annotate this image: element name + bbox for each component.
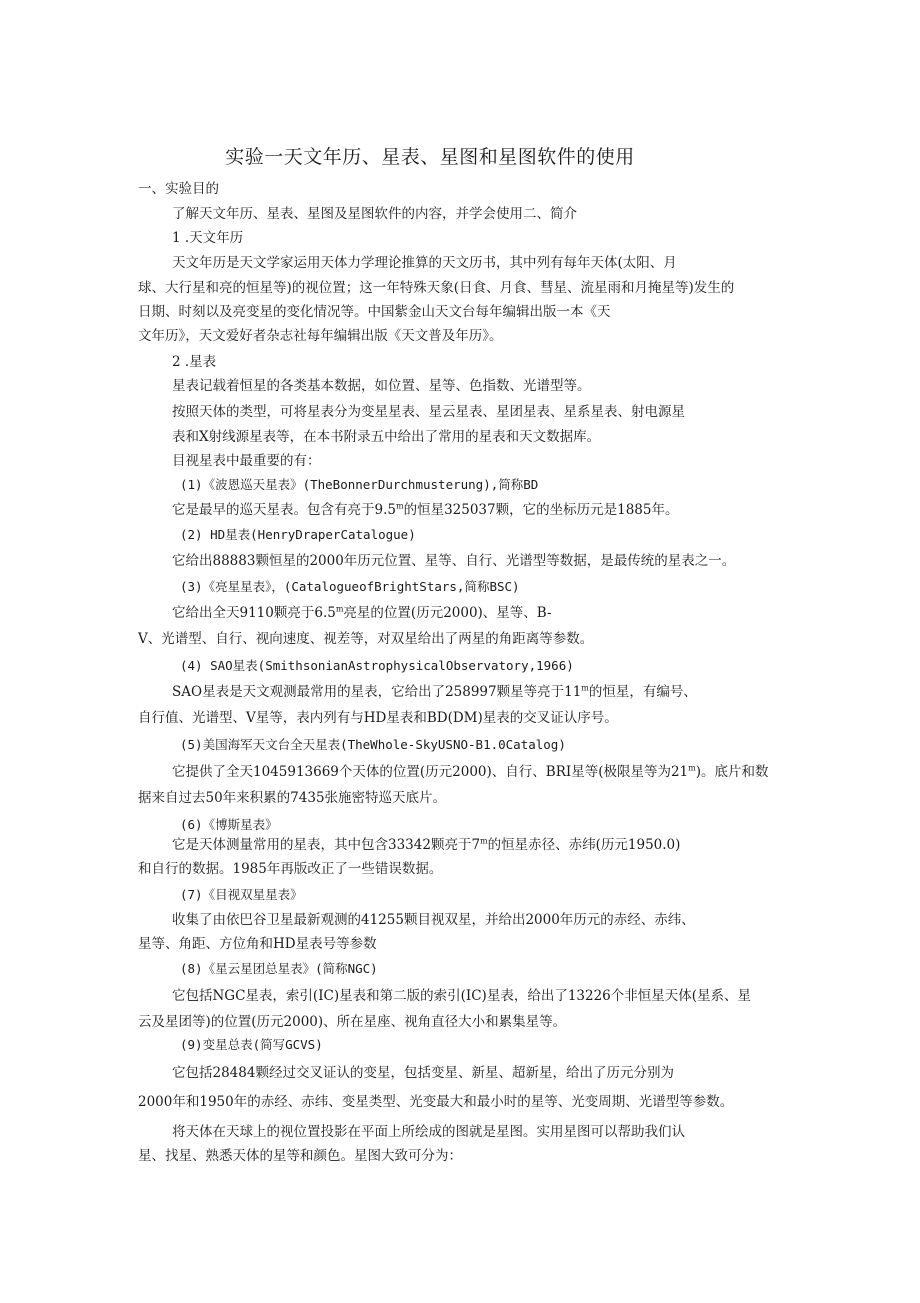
paragraph-line: 它包括28484颗经过交叉证认的变星，包括变星、新星、超新星，给出了历元分别为	[172, 1065, 674, 1081]
paragraph-line: SAO星表是天文观测最常用的星表，它给出了258997颗星等亮于11$^m$的恒星，有编号、	[172, 683, 697, 700]
paragraph-line: 日期、时刻以及亮变星的变化情况等。中国紫金山天文台每年编辑出版一本《天	[138, 304, 611, 320]
paragraph-line: 按照天体的类型，可将星表分为变星星表、星云星表、星团星表、星系星表、射电源星	[172, 404, 685, 420]
catalog-heading: (4) SAO星表(SmithsonianAstrophysicalObservatory,1966)	[180, 658, 574, 673]
page-title: 实验一天文年历、星表、星图和星图软件的使用	[225, 146, 635, 168]
catalog-heading: (7)《目视双星星表》	[180, 887, 303, 902]
paragraph-line: 它是最早的巡天星表。包含有亮于9.5$^m$的恒星325037颗，它的坐标历元是1885年。	[172, 501, 679, 518]
paragraph-line: 天文年历是天文学家运用天体力学理论推算的天文历书，其中列有每年天体(太阳、月	[172, 255, 677, 271]
catalog-heading: (1)《波恩巡天星表》(TheBonnerDurchmusterung),简称BD	[180, 477, 539, 492]
catalog-heading: (2) HD星表(HenryDraperCatalogue)	[180, 527, 416, 542]
paragraph-line: 和自行的数据。1985年再版改正了一些错误数据。	[138, 861, 443, 877]
catalog-heading: (3)《亮星星表》，(CatalogueofBrightStars,简称BSC)	[180, 579, 520, 594]
paragraph-line: 它提供了全天1045913669个天体的位置(历元2000)、自行、BRI星等(极限星等为21$^m$)。底片和数	[172, 763, 769, 780]
paragraph-line: V、光谱型、自行、视向速度、视差等，对双星给出了两星的角距离等参数。	[138, 631, 594, 647]
catalog-heading: (6)《博斯星表》	[180, 817, 278, 832]
paragraph-line: 了解天文年历、星表、星图及星图软件的内容，并学会使用二、简介	[172, 206, 577, 222]
paragraph-line: 星表记载着恒星的各类基本数据，如位置、星等、色指数、光谱型等。	[172, 378, 591, 394]
paragraph-line: 将天体在天球上的视位置投影在平面上所绘成的图就是星图。实用星图可以帮助我们认	[172, 1124, 685, 1140]
catalog-heading: (9)变星总表(简写GCVS)	[180, 1037, 323, 1052]
paragraph-line: 它给出全天9110颗亮于6.5$^m$亮星的位置(历元2000)、星等、B-	[172, 604, 552, 621]
section-heading: 一、实验目的	[138, 181, 219, 197]
paragraph-line: 星、找星、熟悉天体的星等和颜色。星图大致可分为：	[138, 1148, 462, 1164]
paragraph-line: 表和X射线源星表等，在本书附录五中给出了常用的星表和天文数据库。	[172, 429, 601, 445]
subsection-heading: 2 .星表	[172, 354, 217, 370]
paragraph-line: 自行值、光谱型、V星等，表内列有与HD星表和BD(DM)星表的交叉证认序号。	[138, 710, 618, 726]
paragraph-line: 它是天体测量常用的星表，其中包含33342颗亮于7$^m$的恒星赤径、赤纬(历元1950.0)	[172, 836, 681, 853]
paragraph-line: 它包括NGC星表，索引(IC)星表和第二版的索引(IC)星表，给出了13226个非恒星天体(星系、星	[172, 988, 752, 1004]
paragraph-line: 收集了由依巴谷卫星最新观测的41255颗目视双星，并给出2000年历元的赤经、赤纬、	[172, 912, 695, 928]
paragraph-line: 球、大行星和亮的恒星等)的视位置；这一年特殊天象(日食、月食、彗星、流星雨和月掩星等)发生的	[138, 280, 735, 296]
paragraph-line: 2000年和1950年的赤经、赤纬、变星类型、光变最大和最小时的星等、光变周期、光谱型等参数。	[138, 1094, 734, 1110]
subsection-heading: 1 .天文年历	[172, 230, 244, 246]
paragraph-line: 云及星团等)的位置(历元2000)、所在星座、视角直径大小和累集星等。	[138, 1014, 567, 1030]
paragraph-line: 文年历》，天文爱好者杂志社每年编辑出版《天文普及年历》。	[138, 328, 503, 344]
paragraph-line: 星等、角距、方位角和HD星表号等参数	[138, 936, 377, 952]
paragraph-line: 目视星表中最重要的有：	[172, 453, 321, 469]
catalog-heading: (8)《星云星团总星表》(简称NGC)	[180, 961, 378, 976]
paragraph-line: 据来自过去50年来积累的7435张施密特巡天底片。	[138, 790, 447, 806]
catalog-heading: (5)美国海军天文台全天星表(TheWhole-SkyUSNO-B1.0Catalog)	[180, 737, 566, 752]
paragraph-line: 它给出88883颗恒星的2000年历元位置、星等、自行、光谱型等数据，是最传统的星表之一。	[172, 553, 736, 569]
